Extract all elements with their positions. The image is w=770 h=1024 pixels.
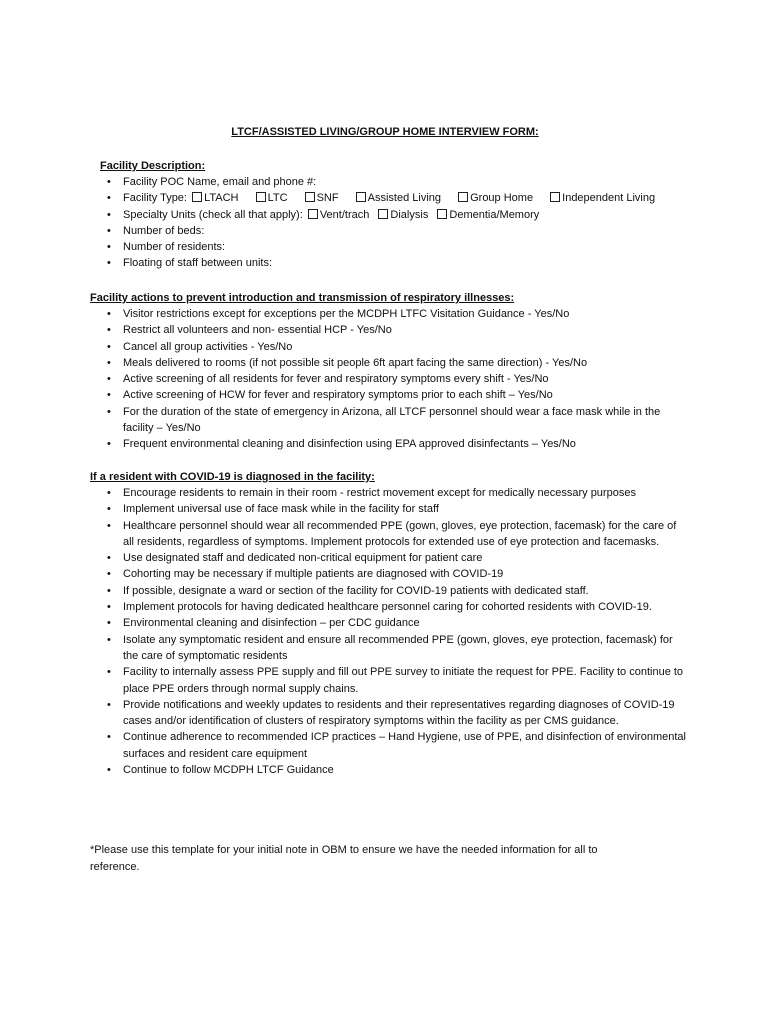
list-item: [90, 190, 690, 206]
list-item: • Cohorting may be necessary if multiple patients are diagnosed with COVID-19: [90, 566, 690, 582]
list-item: • Active screening of HCW for fever and respiratory symptoms prior to each shift – Yes/No: [90, 387, 690, 403]
list-item: • Continue adherence to recommended ICP practices – Hand Hygiene, use of PPE, and disinfection of environmental surfaces and resident care equipment: [90, 729, 690, 762]
list-item: • For the duration of the state of emergency in Arizona, all LTCF personnel should wear a face mask while in the facility – Yes/No: [90, 404, 690, 437]
list-item: • Implement universal use of face mask while in the facility for staff: [90, 501, 690, 517]
checkbox-icon[interactable]: [458, 192, 468, 202]
prevention-list: [90, 306, 690, 453]
list-item: • Restrict all volunteers and non- essential HCP - Yes/No: [90, 322, 690, 338]
type-option-ltc[interactable]: [254, 192, 288, 204]
list-item: • Use designated staff and dedicated non-critical equipment for patient care: [90, 550, 690, 566]
type-option-snf[interactable]: [303, 192, 339, 204]
list-item: • Isolate any symptomatic resident and ensure all recommended PPE (gown, gloves, eye protection, facemask) for the care of symptomatic residents: [90, 632, 690, 665]
floating-label: Floating of staff between units:: [123, 257, 272, 270]
facility-description-list: [90, 174, 690, 272]
specialty-option-vent[interactable]: [306, 209, 370, 221]
specialty-option-dementia[interactable]: [435, 209, 539, 221]
option-label: SNF: [316, 192, 339, 205]
option-label: Vent/trach: [319, 208, 370, 221]
list-item: [90, 207, 690, 223]
list-item: • Frequent environmental cleaning and disinfection using EPA approved disinfectants – Yes/No: [90, 436, 690, 452]
form-title: LTCF/ASSISTED LIVING/GROUP HOME INTERVIEW FORM:: [231, 126, 539, 138]
list-item: • Facility to internally assess PPE supply and fill out PPE survey to initiate the request for PPE. Facility to continue to place PPE orders through normal supply chains.: [90, 664, 690, 697]
covid-section: [90, 469, 690, 778]
type-option-ltach[interactable]: [190, 192, 238, 204]
list-item: [90, 239, 690, 255]
list-item: • If possible, designate a ward or section of the facility for COVID-19 patients with dedicated staff.: [90, 583, 690, 599]
list-item: • Visitor restrictions except for exceptions per the MCDPH LTFC Visitation Guidance - Yes/No: [90, 306, 690, 322]
list-item: • Active screening of all residents for fever and respiratory symptoms every shift - Yes/No: [90, 371, 690, 387]
checkbox-icon[interactable]: [356, 192, 366, 202]
list-item: • Cancel all group activities - Yes/No: [90, 339, 690, 355]
type-option-independent-living[interactable]: [548, 192, 655, 204]
type-option-assisted-living[interactable]: [354, 192, 441, 204]
list-item: • Encourage residents to remain in their room - restrict movement except for medically necessary purposes: [90, 485, 690, 501]
checkbox-icon[interactable]: [305, 192, 315, 202]
template-note: *Please use this template for your initial note in OBM to ensure we have the needed information for all to reference.: [90, 844, 598, 873]
checkbox-icon[interactable]: [308, 209, 318, 219]
prevention-heading: Facility actions to prevent introduction and transmission of respiratory illnesses:: [90, 292, 515, 304]
list-item: • Implement protocols for having dedicated healthcare personnel caring for cohorted residents with COVID-19.: [90, 599, 690, 615]
option-label: Dialysis: [390, 208, 429, 221]
checkbox-icon[interactable]: [192, 192, 202, 202]
specialty-label: Specialty Units (check all that apply):: [123, 208, 303, 221]
list-item: [90, 255, 690, 271]
option-label: LTC: [267, 192, 288, 205]
list-item: • Meals delivered to rooms (if not possible sit people 6ft apart facing the same direction) - Yes/No: [90, 355, 690, 371]
residents-label: Number of residents:: [123, 241, 226, 254]
option-label: Assisted Living: [367, 192, 442, 205]
checkbox-icon[interactable]: [378, 209, 388, 219]
type-option-group-home[interactable]: [456, 192, 533, 204]
specialty-option-dialysis[interactable]: [376, 209, 428, 221]
covid-list: [90, 485, 690, 778]
list-item: • Environmental cleaning and disinfection – per CDC guidance: [90, 615, 690, 631]
list-item: • Healthcare personnel should wear all recommended PPE (gown, gloves, eye protection, facemask) for the care of all residents, regardless of symptoms. Implement protocols for extended use of eye protection and facemasks.: [90, 518, 690, 551]
option-label: Independent Living: [562, 192, 656, 205]
list-item: • Continue to follow MCDPH LTCF Guidance: [90, 762, 690, 778]
option-label: Group Home: [470, 192, 534, 205]
list-item: [90, 223, 690, 239]
facility-type-label: Facility Type:: [123, 192, 187, 205]
facility-description-heading: Facility Description:: [100, 160, 206, 172]
poc-label: Facility POC Name, email and phone #:: [123, 176, 317, 188]
facility-description-section: [90, 158, 690, 272]
option-label: Dementia/Memory: [449, 208, 540, 221]
list-item: • Provide notifications and weekly updates to residents and their representatives regarding diagnoses of COVID-19 cases and/or identification of clusters of respiratory symptoms within the facility as per CMS guidance.: [90, 697, 690, 730]
option-label: LTACH: [204, 192, 239, 205]
prevention-section: [90, 290, 690, 453]
checkbox-icon[interactable]: [256, 192, 266, 202]
beds-label: Number of beds:: [123, 224, 205, 237]
checkbox-icon[interactable]: [550, 192, 560, 202]
covid-heading: If a resident with COVID-19 is diagnosed in the facility:: [90, 471, 375, 483]
checkbox-icon[interactable]: [437, 209, 447, 219]
list-item: [90, 174, 690, 190]
